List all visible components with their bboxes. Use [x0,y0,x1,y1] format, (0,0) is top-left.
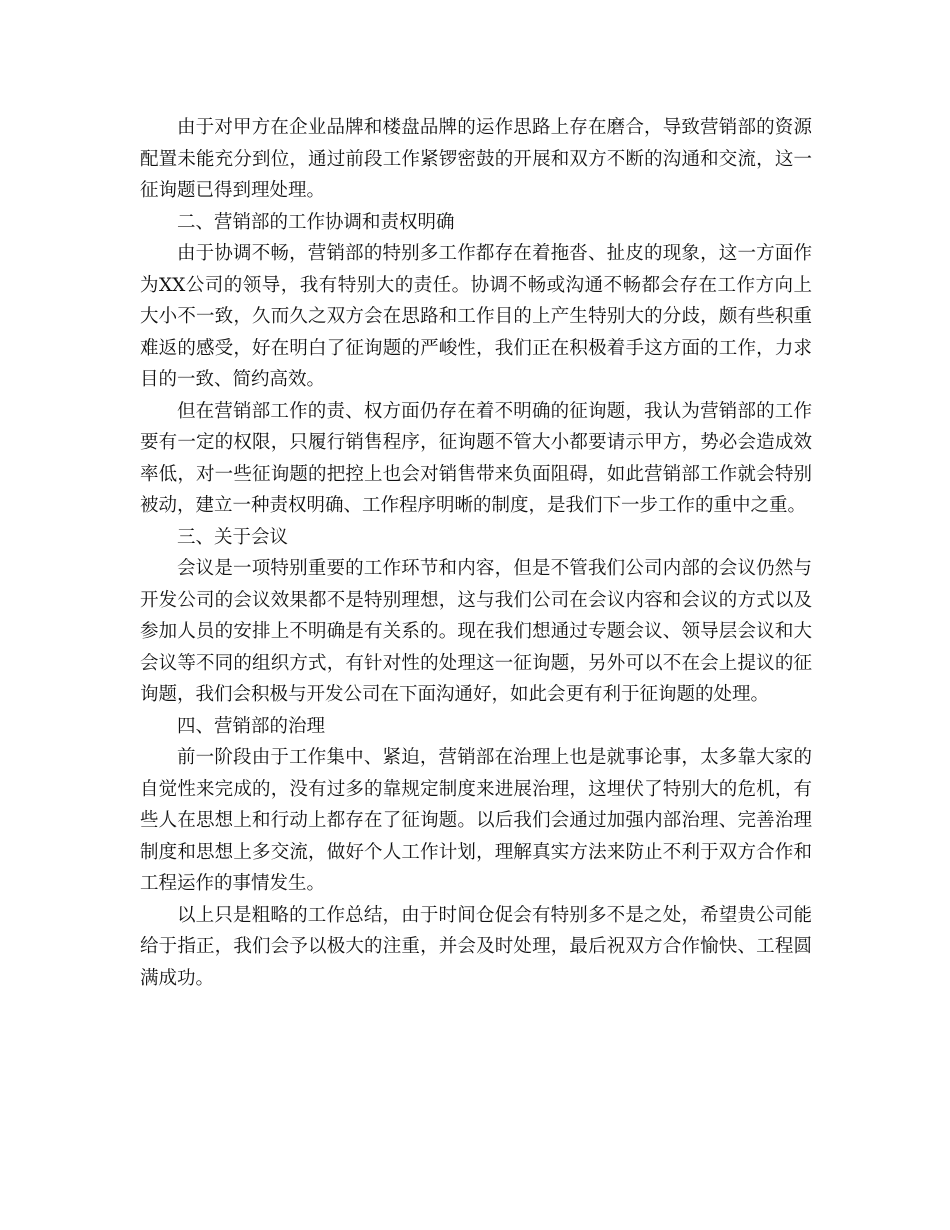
paragraph-responsibility: 但在营销部工作的责、权方面仍存在着不明确的征询题，我认为营销部的工作要有一定的权限，只履行销售程序，征询题不管大小都要请示甲方，势必会造成效率低，对一些征询题的把控上也会对销售带来负面阻碍，如此营销部工作就会特别被动，建立一种责权明确、工作程序明晰的制度，是我们下一步工作的重中之重。 [140,400,812,516]
paragraph-brand-coordination: 由于对甲方在企业品牌和楼盘品牌的运作思路上存在磨合，导致营销部的资源配置未能充分到位，通过前段工作紧锣密鼓的开展和双方不断的沟通和交流，这一征询题已得到理处理。 [140,117,812,201]
section-heading-coordination: 二、营销部的工作协调和责权明确 [177,211,455,233]
paragraph-meetings: 会议是一项特别重要的工作环节和内容，但是不管我们公司内部的会议仍然与开发公司的会议效果都不是特别理想，这与我们公司在会议内容和会议的方式以及参加人员的安排上不明确是有关系的。现在我们想通过专题会议、领导层会议和大会议等不同的组织方式，有针对性的处理这一征询题，另外可以不在会上提议的征询题，我们会积极与开发公司在下面沟通好，如此会更有利于征询题的处理。 [140,558,812,705]
document-page [140,112,812,994]
section-heading-management: 四、营销部的治理 [177,715,326,737]
paragraph-conclusion: 以上只是粗略的工作总结，由于时间仓促会有特别多不是之处，希望贵公司能给于指正，我们会予以极大的注重，并会及时处理，最后祝双方合作愉快、工程圆满成功。 [140,904,812,989]
paragraph-management: 前一阶段由于工作集中、紧迫，营销部在治理上也是就事论事，太多靠大家的自觉性来完成的，没有过多的靠规定制度来进展治理，这埋伏了特别大的危机，有些人在思想上和行动上都存在了征询题。以后我们会通过加强内部治理、完善治理制度和思想上多交流，做好个人工作计划，理解真实方法来防止不利于双方合作和工程运作的事情发生。 [140,747,812,894]
paragraph-coordination-issues: 由于协调不畅，营销部的特别多工作都存在着拖沓、扯皮的现象，这一方面作为XX公司的领导，我有特别大的责任。协调不畅或沟通不畅都会存在工作方向上大小不一致，久而久之双方会在思路和工作目的上产生特别大的分歧，颇有些积重难返的感受，好在明白了征询题的严峻性，我们正在积极着手这方面的工作，力求目的一致、简约高效。 [140,243,812,390]
section-heading-meetings: 三、关于会议 [177,526,289,548]
